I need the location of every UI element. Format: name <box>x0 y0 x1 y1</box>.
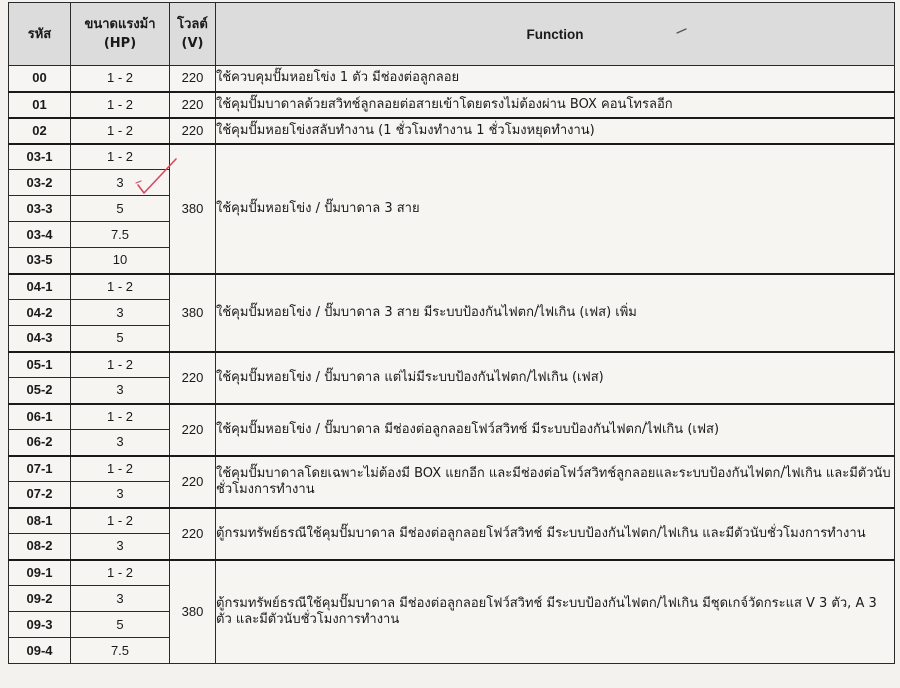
function-description-cell: ใช้คุมปั๊มหอยโข่ง / ปั๊มบาดาล แต่ไม่มีระบบป้องกันไฟตก/ไฟเกิน (เฟส) <box>216 352 895 404</box>
header-volt-line2: (V) <box>181 36 204 51</box>
function-description-cell: ใช้คุมปั๊มบาดาลโดยเฉพาะไม่ต้องมี BOX แยกอีก และมีช่องต่อโฟว์สวิทช์ลูกลอยและระบบป้องกันไฟตก/ไฟเกิน และมีตัวนับชั่วโมงการทำงาน <box>216 456 895 508</box>
horsepower-cell: 1 - 2 <box>71 456 170 482</box>
horsepower-cell: 3 <box>71 170 170 196</box>
model-code-cell: 03-5 <box>9 248 71 274</box>
horsepower-cell: 5 <box>71 326 170 352</box>
horsepower-cell: 5 <box>71 612 170 638</box>
horsepower-cell: 1 - 2 <box>71 508 170 534</box>
horsepower-cell: 1 - 2 <box>71 274 170 300</box>
model-code-cell: 07-2 <box>9 482 71 508</box>
horsepower-cell: 3 <box>71 300 170 326</box>
voltage-cell: 380 <box>170 144 216 274</box>
function-description-cell: ตู้กรมทรัพย์ธรณีใช้คุมปั๊มบาดาล มีช่องต่อลูกลอยโฟว์สวิทช์ มีระบบป้องกันไฟตก/ไฟเกิน และมีตัวนับชั่วโมงการทำงาน <box>216 508 895 560</box>
horsepower-cell: 1 - 2 <box>71 66 170 92</box>
model-code-cell: 07-1 <box>9 456 71 482</box>
voltage-cell: 380 <box>170 560 216 664</box>
horsepower-cell: 7.5 <box>71 638 170 664</box>
table-row <box>9 508 895 534</box>
model-code-cell: 05-2 <box>9 378 71 404</box>
model-code-cell: 04-1 <box>9 274 71 300</box>
horsepower-cell: 1 - 2 <box>71 352 170 378</box>
model-code-cell: 03-1 <box>9 144 71 170</box>
horsepower-cell: 1 - 2 <box>71 118 170 144</box>
table-row <box>9 118 895 144</box>
header-code: รหัส <box>9 3 71 66</box>
model-code-cell: 09-2 <box>9 586 71 612</box>
table-header-row <box>9 3 895 66</box>
model-code-cell: 08-2 <box>9 534 71 560</box>
horsepower-cell: 10 <box>71 248 170 274</box>
table-row <box>9 352 895 378</box>
model-code-cell: 04-3 <box>9 326 71 352</box>
model-code-cell: 09-1 <box>9 560 71 586</box>
model-code-cell: 08-1 <box>9 508 71 534</box>
horsepower-cell: 5 <box>71 196 170 222</box>
horsepower-cell: 3 <box>71 482 170 508</box>
model-code-cell: 03-2 <box>9 170 71 196</box>
model-code-cell: 05-1 <box>9 352 71 378</box>
model-code-cell: 02 <box>9 118 71 144</box>
table-row <box>9 560 895 586</box>
function-description-cell: ใช้ควบคุมปั๊มหอยโข่ง 1 ตัว มีช่องต่อลูกลอย <box>216 66 895 92</box>
horsepower-cell: 1 - 2 <box>71 404 170 430</box>
model-code-cell: 03-3 <box>9 196 71 222</box>
function-description-cell: ใช้คุมปั๊มหอยโข่ง / ปั๊มบาดาล มีช่องต่อลูกลอยโฟว์สวิทช์ มีระบบป้องกันไฟตก/ไฟเกิน (เฟส) <box>216 404 895 456</box>
header-horsepower-line2: (HP) <box>103 36 137 51</box>
table-row <box>9 92 895 118</box>
pump-control-spec-table <box>8 2 895 664</box>
model-code-cell: 06-2 <box>9 430 71 456</box>
function-description-cell: ใช้คุมปั๊มหอยโข่ง / ปั๊มบาดาล 3 สาย มีระบบป้องกันไฟตก/ไฟเกิน (เฟส) เพิ่ม <box>216 274 895 352</box>
model-code-cell: 09-3 <box>9 612 71 638</box>
voltage-cell: 220 <box>170 352 216 404</box>
horsepower-cell: 3 <box>71 430 170 456</box>
table-row <box>9 456 895 482</box>
horsepower-cell: 1 - 2 <box>71 92 170 118</box>
horsepower-cell: 7.5 <box>71 222 170 248</box>
voltage-cell: 220 <box>170 118 216 144</box>
header-volt-line1: โวลต์ <box>177 17 208 32</box>
function-description-cell: ใช้คุมปั๊มหอยโข่ง / ปั๊มบาดาล 3 สาย <box>216 144 895 274</box>
function-description-cell: ตู้กรมทรัพย์ธรณีใช้คุมปั๊มบาดาล มีช่องต่อลูกลอยโฟว์สวิทช์ มีระบบป้องกันไฟตก/ไฟเกิน มีชุดเกจ์วัดกระแส V 3 ตัว, A 3 ตัว และมีตัวนับชั่วโมงการทำงาน <box>216 560 895 664</box>
voltage-cell: 220 <box>170 404 216 456</box>
red-checkmark-icon <box>132 155 182 205</box>
voltage-cell: 380 <box>170 274 216 352</box>
header-function: Function <box>216 3 895 66</box>
voltage-cell: 220 <box>170 456 216 508</box>
model-code-cell: 01 <box>9 92 71 118</box>
horsepower-cell: 3 <box>71 586 170 612</box>
horsepower-cell: 3 <box>71 378 170 404</box>
voltage-cell: 220 <box>170 66 216 92</box>
table-row <box>9 404 895 430</box>
model-code-cell: 06-1 <box>9 404 71 430</box>
function-description-cell: ใช้คุมปั๊มบาดาลด้วยสวิทช์ลูกลอยต่อสายเข้าโดยตรงไม่ต้องผ่าน BOX คอนโทรลอีก <box>216 92 895 118</box>
horsepower-cell: 3 <box>71 534 170 560</box>
horsepower-cell: 1 - 2 <box>71 560 170 586</box>
table-row <box>9 274 895 300</box>
header-horsepower-line1: ขนาดแรงม้า <box>84 17 156 32</box>
header-horsepower <box>71 3 170 66</box>
model-code-cell: 03-4 <box>9 222 71 248</box>
horsepower-cell: 1 - 2 <box>71 144 170 170</box>
voltage-cell: 220 <box>170 92 216 118</box>
model-code-cell: 04-2 <box>9 300 71 326</box>
model-code-cell: 09-4 <box>9 638 71 664</box>
header-volt <box>170 3 216 66</box>
model-code-cell: 00 <box>9 66 71 92</box>
table-row <box>9 66 895 92</box>
voltage-cell: 220 <box>170 508 216 560</box>
function-description-cell: ใช้คุมปั๊มหอยโข่งสลับทำงาน (1 ชั่วโมงทำงาน 1 ชั่วโมงหยุดทำงาน) <box>216 118 895 144</box>
pen-mark-icon <box>676 27 690 35</box>
